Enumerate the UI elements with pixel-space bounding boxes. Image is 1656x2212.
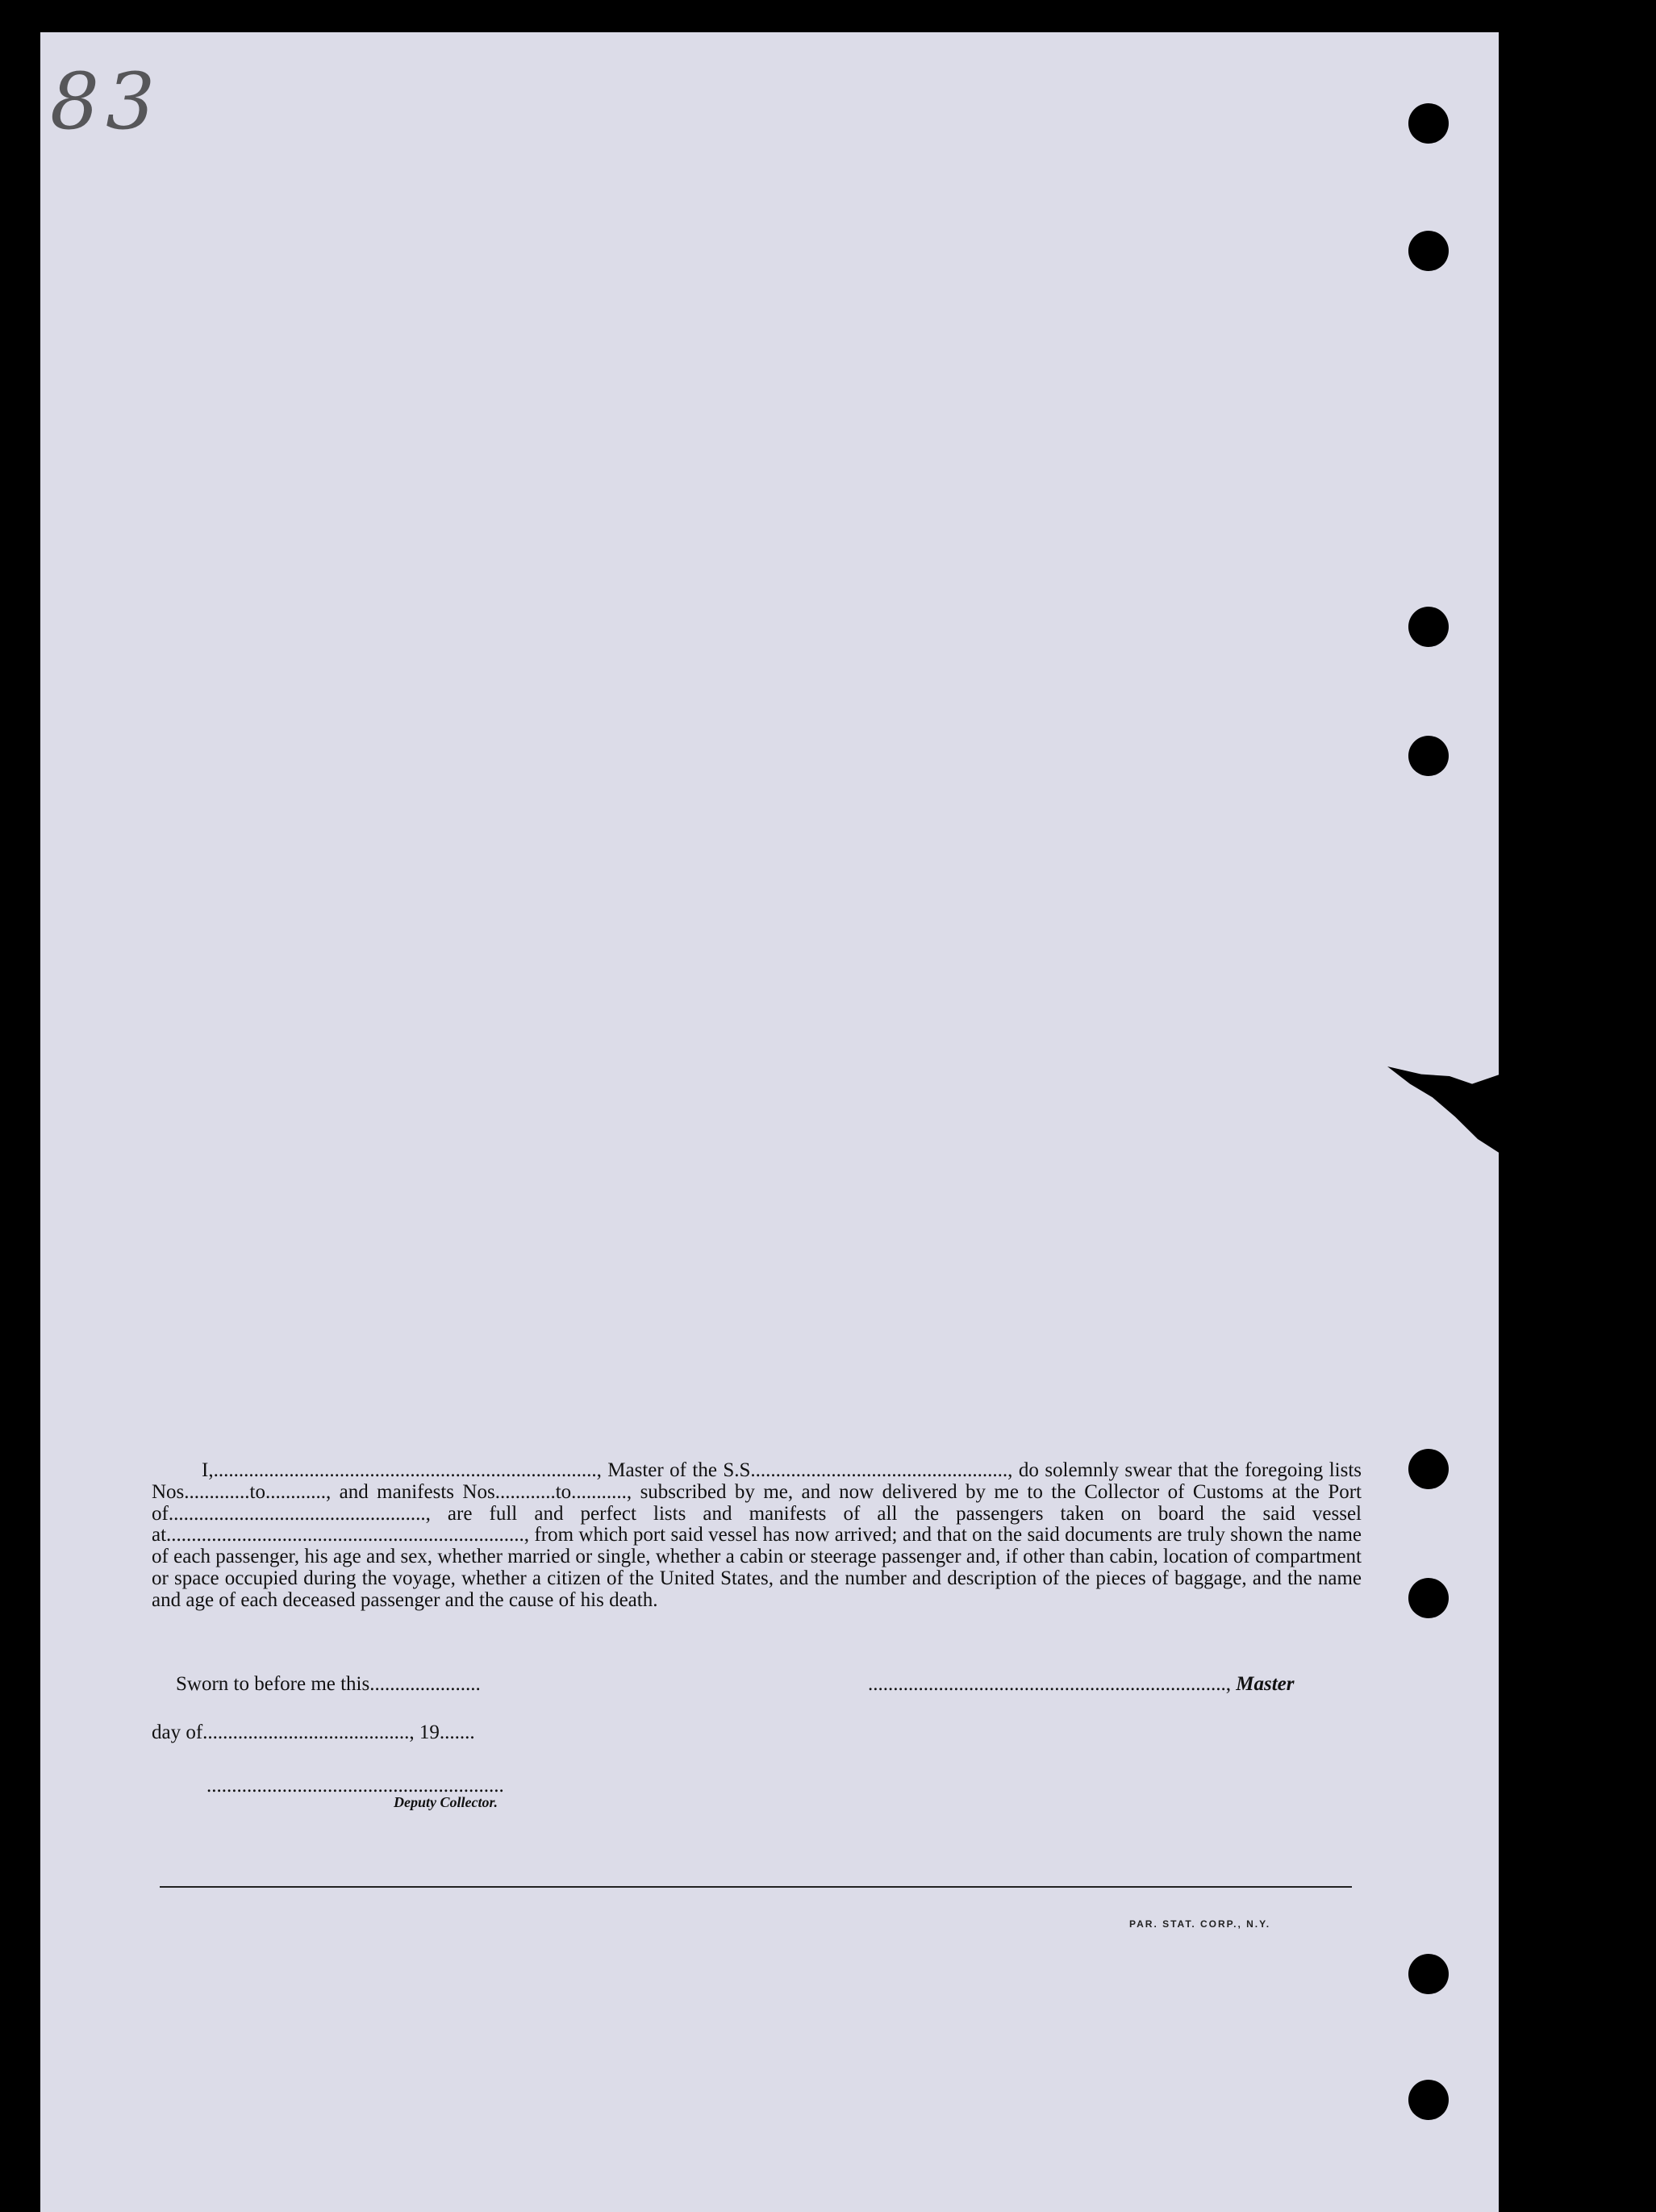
- footer-rule: [160, 1886, 1352, 1888]
- deputy-signature-line: ...........................................................: [206, 1775, 504, 1797]
- punch-hole: [1408, 2080, 1449, 2120]
- deputy-collector-label: Deputy Collector.: [394, 1794, 498, 1810]
- master-signature-dots: .......................................................................,: [868, 1673, 1237, 1695]
- oath-paragraph: I,............................................................................, Master of the S.S..................................................., do solemnly swear that the foregoing lists Nos.............to............, and manifests Nos............to..........., subscribed by me, and now delivered by me to the Collector of Customs at the Port of..................................................., are full and perfect lists and manifests of all the passengers taken on board the said vessel at......................................................................., from which port said vessel has now arrived; and that on the said documents are truly shown the name of each passenger, his age and sex, whether married or single, whether a cabin or steerage passenger and, if other than cabin, location of compartment or space occupied during the voyage, whether a citizen of the United States, and the number and description of the pieces of baggage, and the name and age of each deceased passenger and the cause of his death.: [152, 1459, 1362, 1611]
- printer-imprint: PAR. STAT. CORP., N.Y.: [1129, 1918, 1271, 1930]
- master-label: Master: [1236, 1673, 1295, 1695]
- punch-hole: [1408, 1449, 1449, 1489]
- punch-hole: [1408, 1578, 1449, 1618]
- oath-statement: [152, 1460, 1362, 1612]
- document-page: [40, 32, 1499, 2212]
- punch-hole: [1408, 1954, 1449, 1994]
- punch-hole: [1408, 607, 1449, 647]
- punch-hole: [1408, 103, 1449, 144]
- punch-hole: [1408, 736, 1449, 776]
- sworn-before-line: Sworn to before me this......................: [176, 1673, 481, 1695]
- handwritten-page-number: 83: [50, 56, 162, 147]
- master-signature-line: [868, 1673, 1294, 1696]
- punch-hole: [1408, 231, 1449, 271]
- day-of-line: day of........................................., 19.......: [152, 1722, 475, 1743]
